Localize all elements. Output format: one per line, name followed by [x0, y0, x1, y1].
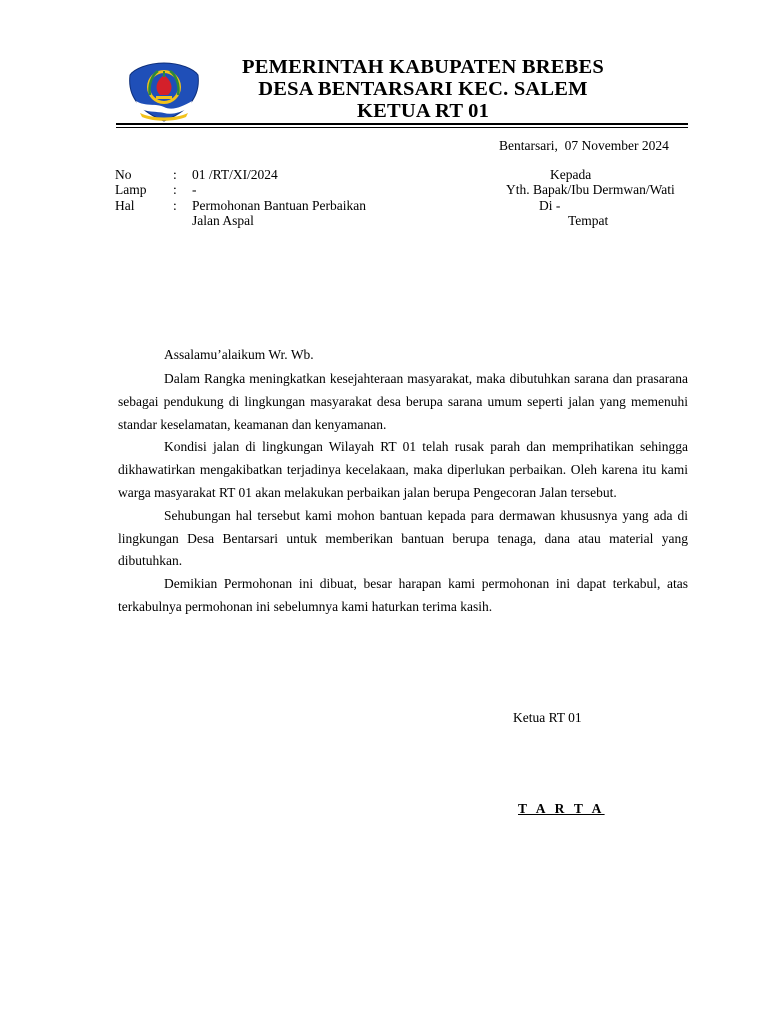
number-value: 01 /RT/XI/2024 — [192, 167, 278, 182]
body-paragraph-3: Sehubungan hal tersebut kami mohon bantuan kepada para dermawan khususnya yang ada di lingkungan Desa Bentarsari untuk memberikan bantuan berupa tenaga, dana atau material yang dibutuhkan. — [118, 507, 688, 569]
body-paragraph-4: Demikian Permohonan ini dibuat, besar harapan kami permohonan ini dapat terkabul, atas terkabulnya permohonan ini sebelumnya kami haturkan terima kasih. — [118, 576, 688, 614]
letter-body — [118, 368, 688, 619]
letterhead-office: KETUA RT 01 — [356, 100, 490, 122]
letterhead-government: PEMERINTAH KABUPATEN BREBES — [242, 56, 604, 78]
letterhead-divider-thin — [116, 127, 688, 128]
attachment-colon: : — [173, 182, 177, 197]
recipient-di: Di - — [539, 198, 561, 213]
letterhead-village: DESA BENTARSARI KEC. SALEM — [258, 78, 588, 100]
salutation: Assalamu’alaikum Wr. Wb. — [164, 347, 314, 362]
body-paragraph-1: Dalam Rangka meningkatkan kesejahteraan masyarakat, maka dibutuhkan sarana dan prasarana sebagai pendukung di lingkungan masyarakat desa berupa sarana umum seperti jalan yang memenuhi standar keselamatan, keamanan dan kenyamanan. — [118, 371, 688, 432]
letterhead-divider-thick — [116, 123, 688, 125]
attachment-label: Lamp — [115, 182, 147, 197]
subject-colon: : — [173, 198, 177, 213]
subject-label: Hal — [115, 198, 135, 213]
body-paragraph-2: Kondisi jalan di lingkungan Wilayah RT 01 telah rusak parah dan memprihatikan sehingga dikhawatirkan mengakibatkan terjadinya kecelakaan, maka diperlukan perbaikan. Oleh karena itu kami warga masyarakat RT 01 akan melakukan perbaikan jalan berupa Pengecoran Jalan tersebut. — [118, 439, 688, 500]
signature-title: Ketua RT 01 — [513, 710, 582, 725]
subject-value-line1: Permohonan Bantuan Perbaikan — [192, 198, 366, 213]
recipient-name: Yth. Bapak/Ibu Dermwan/Wati — [506, 182, 675, 197]
letter-date: Bentarsari, 07 November 2024 — [499, 138, 669, 153]
recipient-kepada: Kepada — [550, 167, 592, 182]
subject-value-line2: Jalan Aspal — [192, 213, 254, 228]
recipient-tempat: Tempat — [568, 213, 609, 228]
number-label: No — [115, 167, 132, 182]
number-colon: : — [173, 167, 177, 182]
attachment-value: - — [192, 182, 197, 197]
signature-name: T A R T A — [518, 801, 605, 816]
